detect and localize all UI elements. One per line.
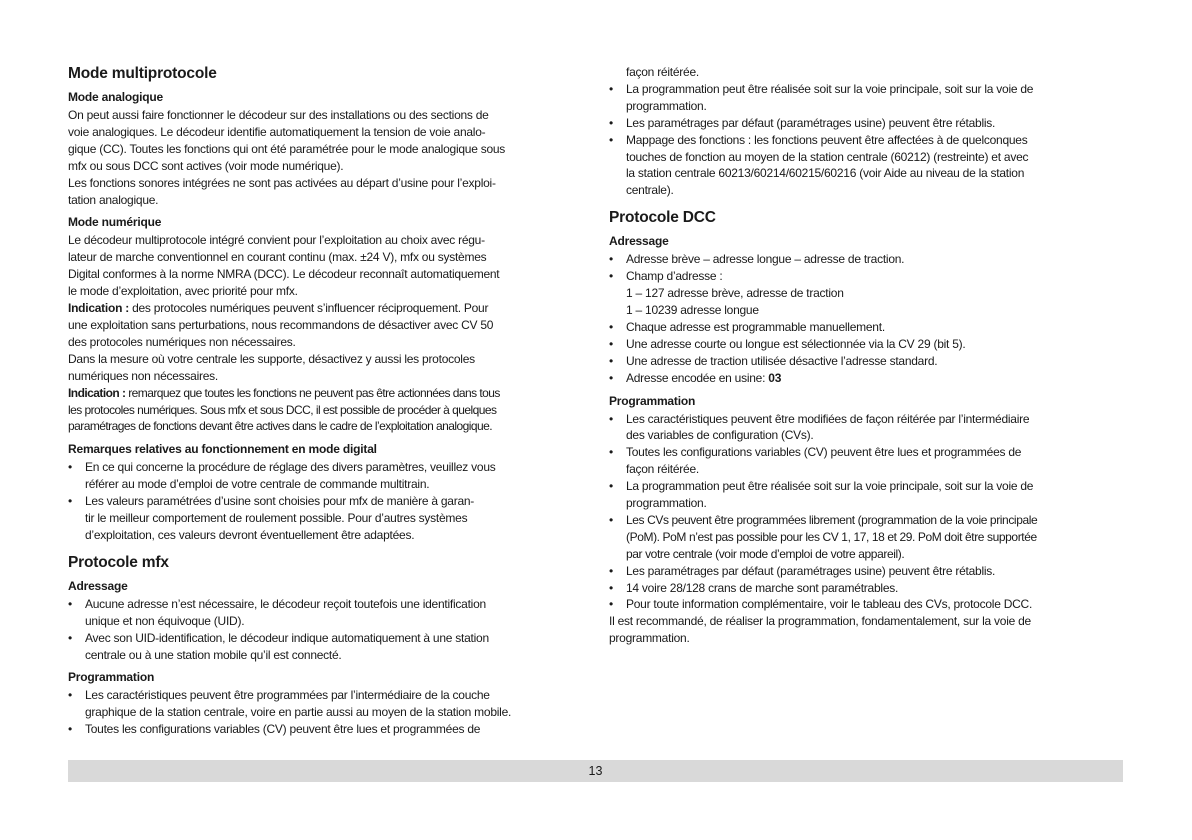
- mfx-addressing-list: [68, 596, 582, 664]
- heading-dcc-addressing: Adressage: [609, 234, 669, 249]
- list-item: • Toutes les configurations variables (CV) peuvent être lues et programmées de façon réitérée.: [609, 444, 1125, 478]
- list-item: • Champ d’adresse : 1 – 127 adresse brève, adresse de traction 1 – 10239 adresse longue: [609, 268, 1125, 319]
- heading-mfx-addressing: Adressage: [68, 578, 128, 593]
- list-item: • La programmation peut être réalisée soit sur la voie principale, soit sur la voie de programmation.: [609, 478, 1125, 512]
- list-item: • Mappage des fonctions : les fonctions peuvent être affectées à de quelconques touches de fonction au moyen de la station centrale (60212) (restreinte) et avec la station centrale 60213/60214/60215/60216 (voir Aide au niveau de la station centrale).: [609, 132, 1125, 200]
- list-item: • Avec son UID-identification, le décodeur indique automatiquement à une station centrale ou à une station mobile qu’il est connecté.: [68, 630, 582, 664]
- list-item: • La programmation peut être réalisée soit sur la voie principale, soit sur la voie de programmation.: [609, 81, 1125, 115]
- digital-paragraph-1: Le décodeur multiprotocole intégré convient pour l’exploitation au choix avec régu- lateur de marche conventionnel en courant continu (max. ±24 V), mfx ou systèmes Digital conformes à la norme NMRA (DCC). Le décodeur reconnaît automatiquement le mode d’exploitation, avec priorité pour mfx.: [68, 233, 500, 299]
- list-item: • Chaque adresse est programmable manuellement.: [609, 319, 1125, 336]
- list-item: • En ce qui concerne la procédure de réglage des divers paramètres, veuillez vous référer au mode d’emploi de votre centrale de commande multitrain.: [68, 459, 582, 493]
- analog-paragraph-1: On peut aussi faire fonctionner le décodeur sur des installations ou des sections de voie analogiques. Le décodeur identifie automatiquement la tension de voie analo- gique (CC). Toutes les fonctions qui ont été paramétrée pour le mode analogique sous mfx ou sous DCC sont actives (voir mode numérique).: [68, 108, 506, 173]
- heading-digital-remarks: Remarques relatives au fonctionnement en mode digital: [68, 442, 377, 457]
- list-item: • Les caractéristiques peuvent être modifiées de façon réitérée par l’intermédiaire des variables de configuration (CVs).: [609, 411, 1125, 445]
- section-title-multiprotocol: Mode multiprotocole: [68, 65, 217, 82]
- mfx-programming-list: [68, 687, 582, 738]
- list-item: • Une adresse courte ou longue est sélectionnée via la CV 29 (bit 5).: [609, 336, 1125, 353]
- list-item: • Pour toute information complémentaire, voir le tableau des CVs, protocole DCC.: [609, 596, 1125, 613]
- heading-mfx-programming: Programmation: [68, 670, 155, 685]
- list-item: • Les paramétrages par défaut (paramétrages usine) peuvent être rétablis.: [609, 115, 1125, 132]
- note-label: Indication :: [68, 301, 129, 316]
- list-item-factory-address: • Adresse encodée en usine: 03: [609, 370, 1125, 387]
- remarks-list: [68, 459, 582, 544]
- section-title-mfx: Protocole mfx: [68, 553, 169, 571]
- address-range-line: 1 – 10239 adresse longue: [626, 302, 759, 317]
- digital-note-1: Indication : des protocoles numériques peuvent s’influencer réciproquement. Pour une exploitation sans perturbations, nous recommandons de désactiver avec CV 50 des protocoles numériques non nécessaires.: [68, 301, 494, 349]
- page-number: 13: [588, 764, 603, 778]
- factory-address-value: 03: [768, 370, 782, 385]
- note-label: Indication :: [68, 385, 126, 400]
- list-item: • Aucune adresse n’est nécessaire, le décodeur reçoit toutefois une identification unique et non équivoque (UID).: [68, 596, 582, 630]
- digital-paragraph-2: Dans la mesure où votre centrale les supporte, désactivez y aussi les protocoles numériques non nécessaires.: [68, 351, 475, 383]
- list-item: • Les caractéristiques peuvent être programmées par l’intermédiaire de la couche graphique de la station centrale, voire en partie aussi au moyen de la station mobile.: [68, 687, 582, 721]
- continued-line: façon réitérée.: [626, 65, 699, 79]
- right-column: [609, 64, 1125, 647]
- left-column: [68, 64, 582, 738]
- heading-dcc-programming: Programmation: [609, 393, 696, 408]
- dcc-addressing-list: [609, 251, 1125, 386]
- analog-paragraph-2: Les fonctions sonores intégrées ne sont pas activées au départ d’usine pour l’exploi- tation analogique.: [68, 175, 496, 207]
- section-title-dcc: Protocole DCC: [609, 209, 716, 227]
- list-item: • 14 voire 28/128 crans de marche sont paramétrables.: [609, 580, 1125, 597]
- list-item: • Les paramétrages par défaut (paramétrages usine) peuvent être rétablis.: [609, 563, 1125, 580]
- list-item: • Toutes les configurations variables (CV) peuvent être lues et programmées de: [68, 721, 582, 738]
- heading-analog-mode: Mode analogique: [68, 90, 164, 104]
- list-item: • Une adresse de traction utilisée désactive l’adresse standard.: [609, 353, 1125, 370]
- dcc-programming-list: [609, 411, 1125, 614]
- closing-paragraph: Il est recommandé, de réaliser la programmation, fondamentalement, sur la voie de programmation.: [609, 614, 1031, 646]
- mfx-programming-list-continued: [609, 81, 1125, 199]
- address-range-line: 1 – 127 adresse brève, adresse de traction: [626, 286, 844, 301]
- list-item: • Adresse brève – adresse longue – adresse de traction.: [609, 251, 1125, 268]
- heading-digital-mode: Mode numérique: [68, 215, 162, 230]
- list-item: • Les valeurs paramétrées d’usine sont choisies pour mfx de manière à garan- tir le meilleur comportement de roulement possible. Pour d’autres systèmes d’exploitation, ces valeurs devront éventuellement être adaptées.: [68, 493, 582, 544]
- page-footer-bar: [68, 760, 1123, 782]
- digital-note-2: Indication : remarquez que toutes les fonctions ne peuvent pas être actionnées dans tous les protocoles numériques. Sous mfx et sous DCC, il est possible de procéder à quelques paramétrages de fonctions devant être actives dans le cadre de l’exploitation analogique.: [68, 385, 500, 434]
- list-item: • Les CVs peuvent être programmées librement (programmation de la voie principale (PoM). PoM n’est pas possible pour les CV 1, 17, 18 et 29. PoM doit être supportée par votre centrale (voir mode d’emploi de votre appareil).: [609, 512, 1125, 563]
